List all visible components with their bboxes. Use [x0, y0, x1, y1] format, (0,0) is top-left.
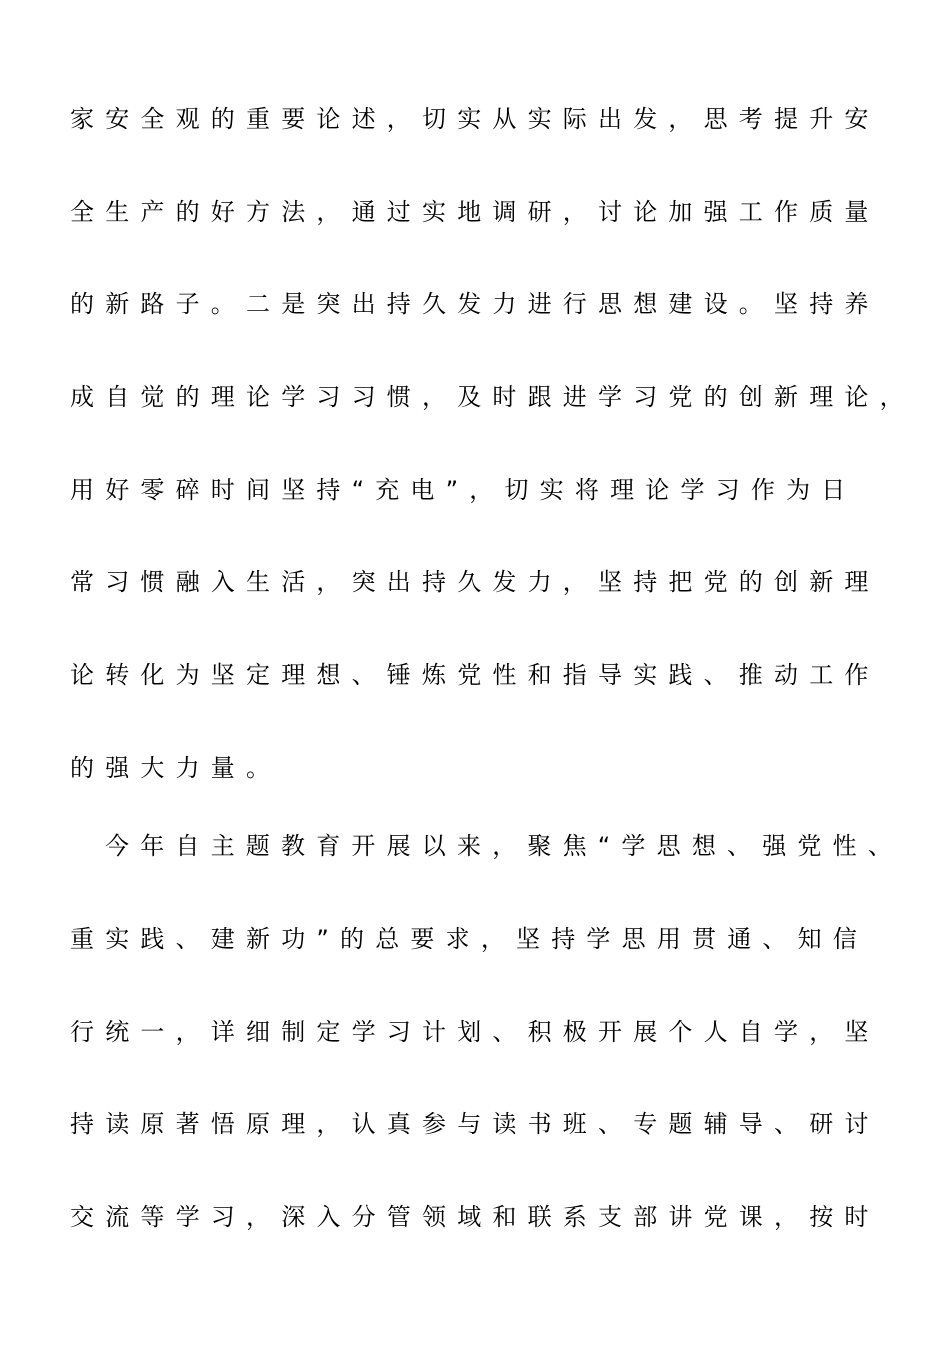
paragraph-line: 全生产的好方法，通过实地调研，讨论加强工作质量 [70, 198, 880, 226]
paragraph-line: 重实践、建新功”的总要求，坚持学思用贯通、知信 [70, 925, 869, 953]
paragraph-line: 今年自主题教育开展以来，聚焦“学思想、强党性、 [105, 832, 904, 860]
paragraph-line: 常习惯融入生活，突出持久发力，坚持把党的创新理 [70, 568, 880, 596]
paragraph-line: 成自觉的理论学习习惯，及时跟进学习党的创新理论， [70, 383, 915, 411]
paragraph-line: 交流等学习，深入分管领域和联系支部讲党课，按时 [70, 1203, 880, 1231]
paragraph-line: 用好零碎时间坚持“充电”，切实将理论学习作为日 [70, 476, 857, 504]
paragraph-line: 的新路子。二是突出持久发力进行思想建设。坚持养 [70, 290, 880, 318]
paragraph-line: 论转化为坚定理想、锤炼党性和指导实践、推动工作 [70, 661, 880, 689]
paragraph-line: 行统一，详细制定学习计划、积极开展个人自学，坚 [70, 1018, 880, 1046]
paragraph-line: 家安全观的重要论述，切实从实际出发，思考提升安 [70, 105, 880, 133]
paragraph-line: 持读原著悟原理，认真参与读书班、专题辅导、研讨 [70, 1110, 880, 1138]
paragraph-line: 的强大力量。 [70, 754, 282, 782]
